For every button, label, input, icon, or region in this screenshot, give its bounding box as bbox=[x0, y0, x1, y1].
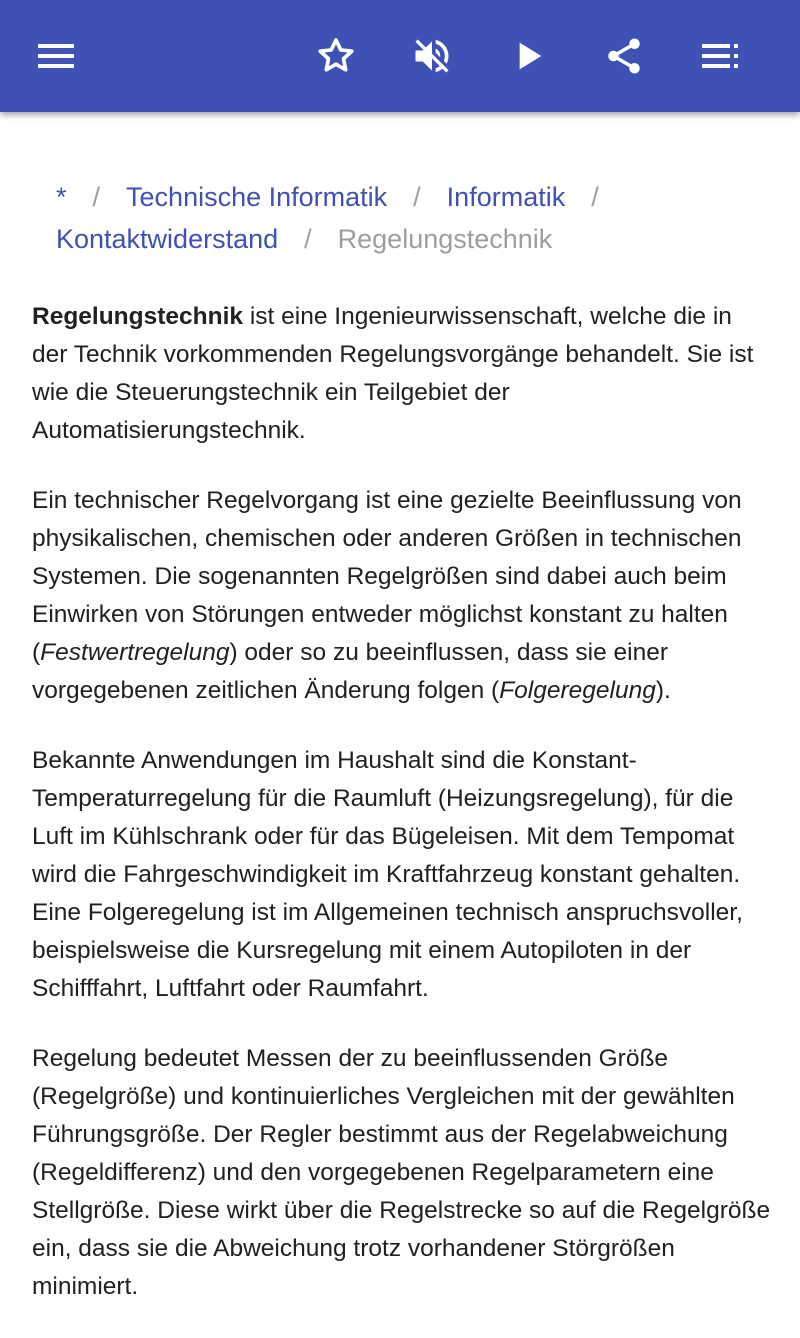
mute-button[interactable] bbox=[400, 24, 464, 88]
breadcrumb-item-root[interactable]: * bbox=[56, 182, 67, 212]
article-paragraph-1 bbox=[32, 298, 772, 450]
play-icon bbox=[508, 36, 548, 76]
article-paragraph-4: Regelung bedeutet Messen der zu beeinflussenden Größe (Regelgröße) und kontinuierliches Vergleichen mit der gewählten Führungsgröße. Der Regler bestimmt aus der Regelabweichung (Regeldifferenz) und den vorgegebenen Regelparametern eine Stellgröße. Diese wirkt über die Regelstrecke so auf die Regelgröße ein, dass sie die Abweichung trotz vorhandener Störgrößen minimiert. bbox=[32, 1045, 771, 1300]
breadcrumb-item-informatik[interactable]: Informatik bbox=[446, 182, 566, 212]
breadcrumb-separator: / bbox=[591, 182, 599, 212]
article-emphasis: Festwertregelung bbox=[40, 639, 230, 666]
article-body bbox=[32, 298, 772, 1338]
breadcrumb-separator: / bbox=[413, 182, 421, 212]
article-emphasis: Folgeregelung bbox=[499, 677, 656, 704]
menu-button[interactable] bbox=[24, 24, 88, 88]
app-bar bbox=[0, 0, 800, 112]
article-text: ). bbox=[655, 677, 671, 704]
playlist-icon bbox=[700, 36, 740, 76]
article-paragraph-3: Bekannte Anwendungen im Haushalt sind die Konstant-Temperaturregelung für die Raumluft (Heizungsregelung), für die Luft im Kühlschrank oder für das Bügeleisen. Mit dem Tempomat wird die Fahrgeschwindigkeit im Kraftfahrzeug konstant gehalten. Eine Folgeregelung ist im Allgemeinen technisch anspruchsvoller, beispielsweise die Kursregelung mit einem Autopiloten in der Schifffahrt, Luftfahrt oder Raumfahrt. bbox=[32, 747, 743, 1002]
bookmark-button[interactable] bbox=[304, 24, 368, 88]
breadcrumb-separator: / bbox=[92, 182, 101, 212]
content-area bbox=[0, 112, 800, 1300]
star-outline-icon bbox=[314, 34, 358, 78]
share-icon bbox=[603, 35, 645, 77]
article-text: Ein technischer Regelvorgang ist eine gezielte Beeinflussung von physikalischen, chemischen oder anderen Größen in technischen Systemen. Die sogenannten Regelgrößen sind dabei auch beim Einwirken von Störungen entweder möglichst konstant zu halten ( bbox=[32, 487, 742, 666]
article-paragraph-2 bbox=[32, 482, 772, 710]
share-button[interactable] bbox=[592, 24, 656, 88]
play-button[interactable] bbox=[496, 24, 560, 88]
contents-button[interactable] bbox=[688, 24, 752, 88]
breadcrumb-current: Regelungstechnik bbox=[337, 224, 553, 254]
menu-icon bbox=[36, 36, 76, 76]
breadcrumb bbox=[56, 176, 756, 260]
article-term: Regelungstechnik bbox=[32, 303, 244, 330]
breadcrumb-item-kontaktwiderstand[interactable]: Kontaktwiderstand bbox=[56, 224, 279, 254]
volume-off-icon bbox=[410, 34, 454, 78]
article-text: ist eine Ingenieurwissenschaft, welche die in der Technik vorkommenden Regelungsvorgänge behandelt. Sie ist wie die Steuerungstechnik ein Teilgebiet der Automatisierungstechnik. bbox=[32, 303, 754, 444]
article-text: ) oder so zu beeinflussen, dass sie einer vorgegebenen zeitlichen Änderung folgen ( bbox=[32, 639, 668, 704]
breadcrumb-item-technische-informatik[interactable]: Technische Informatik bbox=[126, 182, 388, 212]
breadcrumb-separator: / bbox=[304, 224, 312, 254]
